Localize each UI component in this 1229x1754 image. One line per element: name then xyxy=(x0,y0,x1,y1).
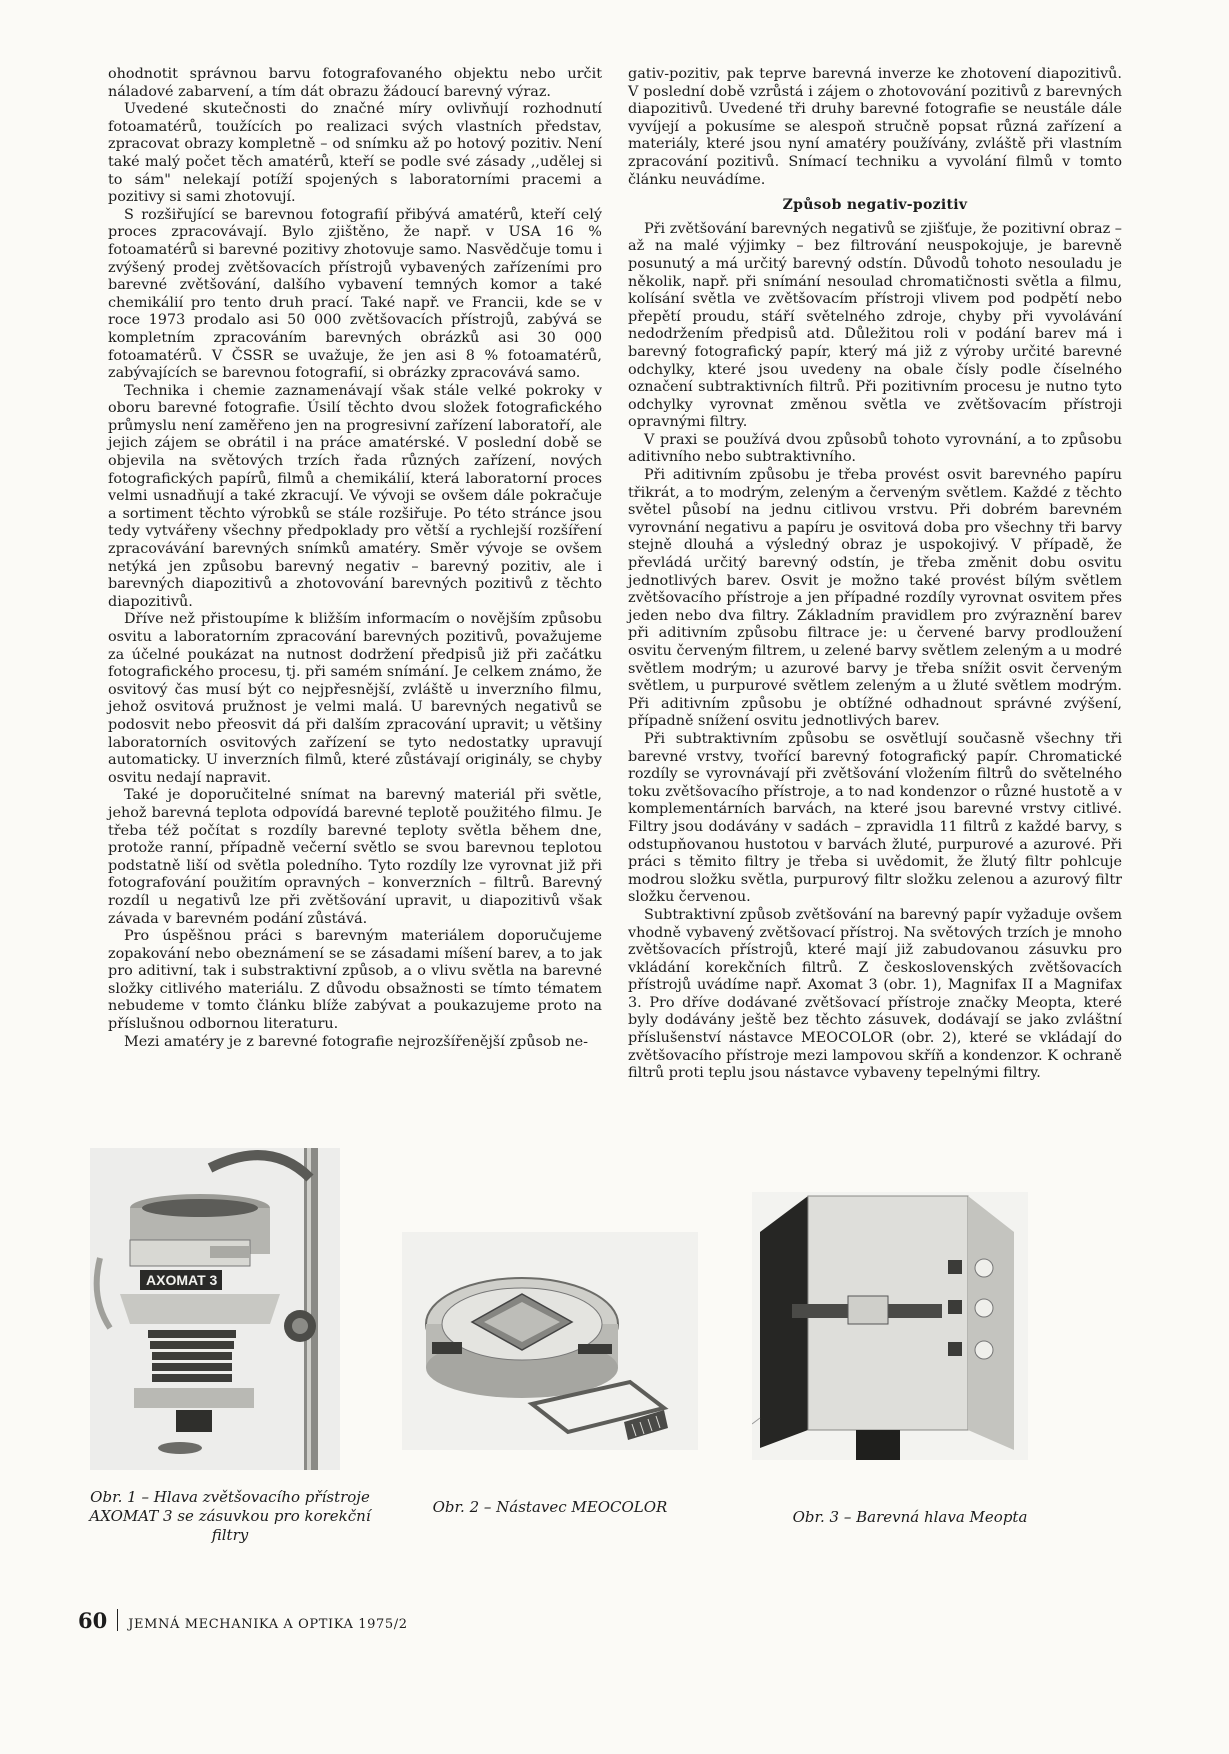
color-head-illustration xyxy=(752,1192,1028,1460)
paragraph: V praxi se používá dvou způsobů tohoto vyrovnání, a to způsobu aditivního nebo subtraktivního. xyxy=(628,431,1122,466)
left-column xyxy=(108,66,602,1051)
paragraph: Při zvětšování barevných negativů se zjišťuje, že pozitivní obraz – až na malé výjimky – bez filtrování neuspokojuje, je barevně posunutý a má určitý barevný odstín. Důvodů tohoto nesouladu je několik, např. při snímání nesoulad chromatičnosti světla a filmu, kolísání světla ve zvětšovacím přístroji vlivem pod podpětí nebo přepětí proudu, stáří světelného zdroje, chyby při vyvolávání nedodržením předpisů atd. Důležitou roli v podání barev má i barevný fotografický papír, který má již z výroby určité barevné odchylky, které jsou uvedeny na obale čísly podle číselného označení subtraktivních filtrů. Při pozitivním procesu je nutno tyto odchylky vyrovnat změnou světla ve zvětšovacím přístroji opravnými filtry. xyxy=(628,220,1122,431)
figure-3-caption: Obr. 3 – Barevná hlava Meopta xyxy=(792,1508,1028,1526)
axomat-label: AXOMAT 3 xyxy=(146,1272,218,1288)
paragraph: Při subtraktivním způsobu se osvětlují současně všechny tři barevné vrstvy, tvořící barevný fotografický papír. Chromatické rozdíly se vyrovnávají při zvětšování vložením filtrů do světelného toku zvětšovacího přístroje, a to nad kondenzor o různé hustotě a v komplementárních barvách, na které jsou barevné vrstvy citlivé. Filtry jsou dodávány v sadách – zpravidla 11 filtrů z každé barvy, s odstupňovanou hustotou v barvách žluté, purpurové a azurové. Při práci s těmito filtry je třeba si uvědomit, že žlutý filtr pohlcuje modrou složku světla, purpurový filtr složku zelenou a azurový filtr složku červenou. xyxy=(628,730,1122,906)
footer-divider xyxy=(117,1609,118,1631)
figure-1-caption: Obr. 1 – Hlava zvětšovacího přístroje AXOMAT 3 se zásuvkou pro korekční filtry xyxy=(89,1488,371,1544)
figure-2-caption: Obr. 2 – Nástavec MEOCOLOR xyxy=(432,1498,668,1516)
journal-title: JEMNÁ MECHANIKA A OPTIKA 1975/2 xyxy=(128,1617,408,1632)
paragraph: gativ-pozitiv, pak teprve barevná inverze ke zhotovení diapozitivů. V poslední době vzrůstá i zájem o zhotovování pozitivů z barevných diapozitivů. Uvedené tři druhy barevné fotografie se neustále dále vyvíjejí a pokusíme se alespoň stručně popsat různá zařízení a materiály, které jsou nyní amatéry používány, zvláště při vlastním zpracování pozitivů. Snímací techniku a vyvolání filmů v tomto článku neuvádíme. xyxy=(628,66,1122,188)
page-number: 60 xyxy=(78,1608,108,1633)
right-column xyxy=(628,66,1122,1083)
paragraph: Pro úspěšnou práci s barevným materiálem doporučujeme zopakování nebo obeznámení se se zásadami míšení barev, a to jak pro aditivní, tak i substraktivní způsob, a o vlivu světla na barevné složky citlivého materiálu. Z důvodu obsažnosti se tímto tématem nebudeme v tomto článku blíže zabývat a poukazujeme proto na příslušnou odbornou literaturu. xyxy=(108,928,602,1033)
paragraph: ohodnotit správnou barvu fotografovaného objektu nebo určit náladové zabarvení, a tím dát obrazu žádoucí barevný výraz. xyxy=(108,66,602,100)
paragraph: Uvedené skutečnosti do značné míry ovlivňují rozhodnutí fotoamatérů, toužících po realizaci svých vlastních představ, zpracovat obrazy kompletně – od snímku až po hotový pozitiv. Není také malý počet těch amatérů, kteří se podle své zásady ,,udělej si to sám" nelekají potíží spojených s laboratorními pracemi a pozitivy si sami zhotovují. xyxy=(108,101,602,206)
paragraph: Také je doporučitelné snímat na barevný materiál při světle, jehož barevná teplota odpovídá barevné teplotě použitého filmu. Je třeba též počítat s rozdíly barevné teploty světla během dne, protože ranní, případně večerní světlo se svou barevnou teplotou podstatně liší od světla poledního. Tyto rozdíly lze vyrovnat již při fotografování použitím opravných – konverzních – filtrů. Barevný rozdíl u negativů lze při zvětšování upravit, u diapozitivů však závada v barevném podání zůstává. xyxy=(108,787,602,927)
figure-1-photo xyxy=(90,1148,340,1470)
figure-2-photo xyxy=(402,1232,698,1450)
figure-3-photo xyxy=(752,1192,1028,1460)
page-footer xyxy=(78,1608,778,1633)
axomat-enlarger-illustration xyxy=(90,1148,340,1470)
paragraph: Při aditivním způsobu je třeba provést osvit barevného papíru třikrát, a to modrým, zeleným a červeným světlem. Každé z těchto světel působí na jednu citlivou vrstvu. Při dobrém barevném vyrovnání negativu a papíru je osvitová doba pro všechny tři barvy stejně dlouhá a výsledný obraz je uspokojivý. V případě, že převládá určitý barevný odstín, je třeba změnit dobu osvitu jednotlivých barev. Osvit je možno také provést bílým světlem zvětšovacího přístroje a jen případné rozdíly vyrovnat osvitem přes jeden nebo dva filtry. Základním pravidlem pro zvýraznění barev při aditivním způsobu filtrace je: u červené barvy prodloužení osvitu červeným filtrem, u zelené barvy světlem zeleným a u modré světlem modrým; u azurové barvy je třeba snížit osvit červeným světlem, u purpurové světlem zeleným a u žluté světlem modrým. Při aditivním způsobu je obtížné odhadnout správné zvýšení, případně snížení osvitu jednotlivých barev. xyxy=(628,467,1122,730)
paragraph: Dříve než přistoupíme k bližším informacím o novějším způsobu osvitu a laboratorním zpracování barevných pozitivů, považujeme za účelné poukázat na nutnost dodržení předpisů již při začátku fotografického procesu, tj. při samém snímání. Je celkem známo, že osvitový čas musí být co nejpřesnější, zvláště u inverzního filmu, jehož osvitová pružnost je velmi malá. U barevných negativů se podosvit nebo přeosvit dá při dalším zpracování upravit; u většiny laboratorních osvitových zařízení se tyto nedostatky upravují automaticky. U inverzních filmů, které zůstávají originály, se chyby osvitu nedají napravit. xyxy=(108,611,602,786)
paragraph: Technika i chemie zaznamenávají však stále velké pokroky v oboru barevné fotografie. Úsilí těchto dvou složek fotografického průmyslu není zaměřeno jen na progresivní zařízení laboratoří, ale jejich zájem se obrátil i na práce amatérské. V poslední době se objevila na světových trzích řada různých zařízení, nových fotografických papírů, filmů a chemikálií, která laboratorní proces velmi usnadňují a také zkracují. Ve vývoji se ovšem dále pokračuje a sortiment těchto výrobků se stále rozšiřuje. Po této stránce jsou tedy vytvářeny všechny předpoklady pro větší a rychlejší rozšíření zpracovávání barevných snímků amatéry. Směr vývoje se ovšem netýká jen způsobu barevný negativ – barevný pozitiv, ale i barevných diapozitivů a zhotovování barevných pozitivů z těchto diapozitivů. xyxy=(108,382,602,610)
paragraph: Subtraktivní způsob zvětšování na barevný papír vyžaduje ovšem vhodně vybavený zvětšovací přístroj. Na světových trzích je mnoho zvětšovacích přístrojů, které mají již zabudovanou zásuvku pro vkládání korekčních filtrů. Z československých zvětšovacích přístrojů uvádíme např. Axomat 3 (obr. 1), Magnifax II a Magnifax 3. Pro dříve dodávané zvětšovací přístroje značky Meopta, které byly dodávány ještě bez těchto zásuvek, dodávají se jako zvláštní příslušenství nástavce MEOCOLOR (obr. 2), které se vkládají do zvětšovacího přístroje mezi lampovou skříň a kondenzor. K ochraně filtrů proti teplu jsou nástavce vybaveny tepelnými filtry. xyxy=(628,906,1122,1082)
paragraph: Mezi amatéry je z barevné fotografie nejrozšířenější způsob ne- xyxy=(124,1033,588,1050)
meocolor-attachment-illustration xyxy=(402,1232,698,1450)
section-heading: Způsob negativ-pozitiv xyxy=(782,197,968,214)
paragraph: S rozšiřující se barevnou fotografií přibývá amatérů, kteří celý proces zpracovávají. Bylo zjištěno, že např. v USA 16 % fotoamatérů si barevné pozitivy zhotovuje samo. Nasvědčuje tomu i zvýšený prodej zvětšovacích přístrojů vybavených zařízeními pro barevné zvětšování, dalšího vybavení temných komor a také chemikálií pro tento druh prací. Také např. ve Francii, kde se v roce 1973 prodalo asi 50 000 zvětšovacích přístrojů, zabývá se kompletním zpracováním barevných obrázků asi 30 000 fotoamatérů. V ČSSR se uvažuje, že jen asi 8 % fotoamatérů, zabývajících se barevnou fotografií, si obrázky zpracovává samo. xyxy=(108,206,602,382)
